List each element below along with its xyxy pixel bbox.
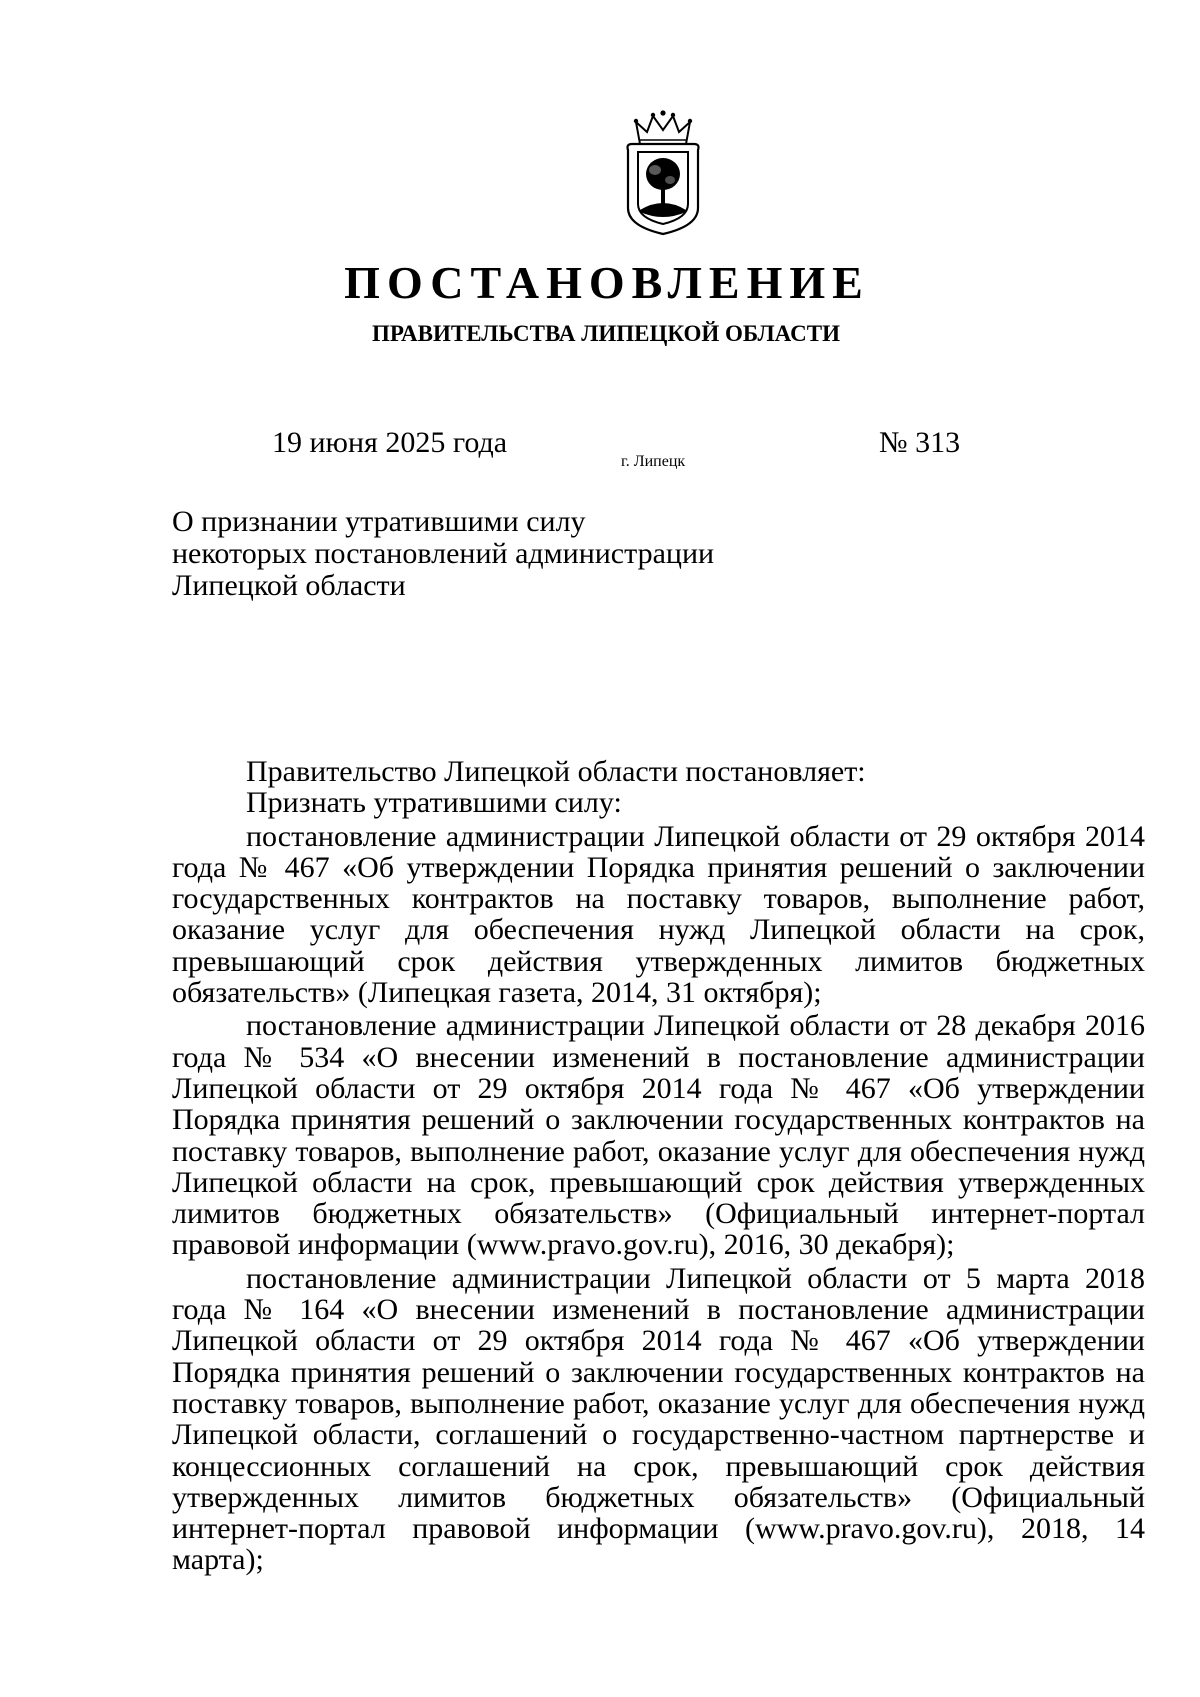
document-date: 19 июня 2025 года — [272, 426, 508, 459]
document-city: г. Липецк — [621, 453, 686, 470]
heading-line: О признании утратившими силу — [172, 505, 586, 538]
intro-paragraph: Правительство Липецкой области постановляет: — [246, 755, 866, 788]
document-subtitle: ПРАВИТЕЛЬСТВА ЛИПЕЦКОЙ ОБЛАСТИ — [372, 321, 840, 346]
decree-paragraph: постановление администрации Липецкой области от 28 декабря 2016 года № 534 «О внесении изменений в постановление администрации Липецкой области от 29 октября 2014 года № 467 «Об утверждении Порядка принятия решений о заключении государственных контрактов на поставку товаров, выполнение работ, оказание услуг для обеспечения нужд Липецкой области на срок, превышающий срок действия утвержденных лимитов бюджетных обязательств» (Официальный интернет-портал правовой информации (www.pravo.gov.ru), 2016, 30 декабря); — [172, 1009, 1145, 1262]
document-heading — [172, 506, 714, 602]
document-body — [172, 756, 1145, 1576]
decree-paragraph: постановление администрации Липецкой области от 5 марта 2018 года № 164 «О внесении изменений в постановление администрации Липецкой области от 29 октября 2014 года № 467 «Об утверждении Порядка принятия решений о заключении государственных контрактов на поставку товаров, выполнение работ, оказание услуг для обеспечения нужд Липецкой области, соглашений о государственно-частном партнерстве и концессионных соглашений на срок, превышающий срок действия утвержденных лимитов бюджетных обязательств» (Официальный интернет-портал правовой информации (www.pravo.gov.ru), 2018, 14 марта); — [172, 1261, 1145, 1577]
decree-paragraph: постановление администрации Липецкой области от 29 октября 2014 года № 467 «Об утверждении Порядка принятия решений о заключении государственных контрактов на поставку товаров, выполнение работ, оказание услуг для обеспечения нужд Липецкой области на срок, превышающий срок действия утвержденных лимитов бюджетных обязательств» (Липецкая газета, 2014, 31 октября); — [172, 819, 1145, 1010]
document-number: № 313 — [879, 426, 961, 459]
lead-paragraph: Признать утратившими силу: — [246, 786, 622, 820]
heading-line: Липецкой области — [172, 569, 406, 602]
document-title: ПОСТАНОВЛЕНИЕ — [344, 257, 870, 308]
lipetsk-oblast-coat-of-arms-icon — [618, 110, 708, 236]
heading-line: некоторых постановлений администрации — [172, 537, 715, 570]
